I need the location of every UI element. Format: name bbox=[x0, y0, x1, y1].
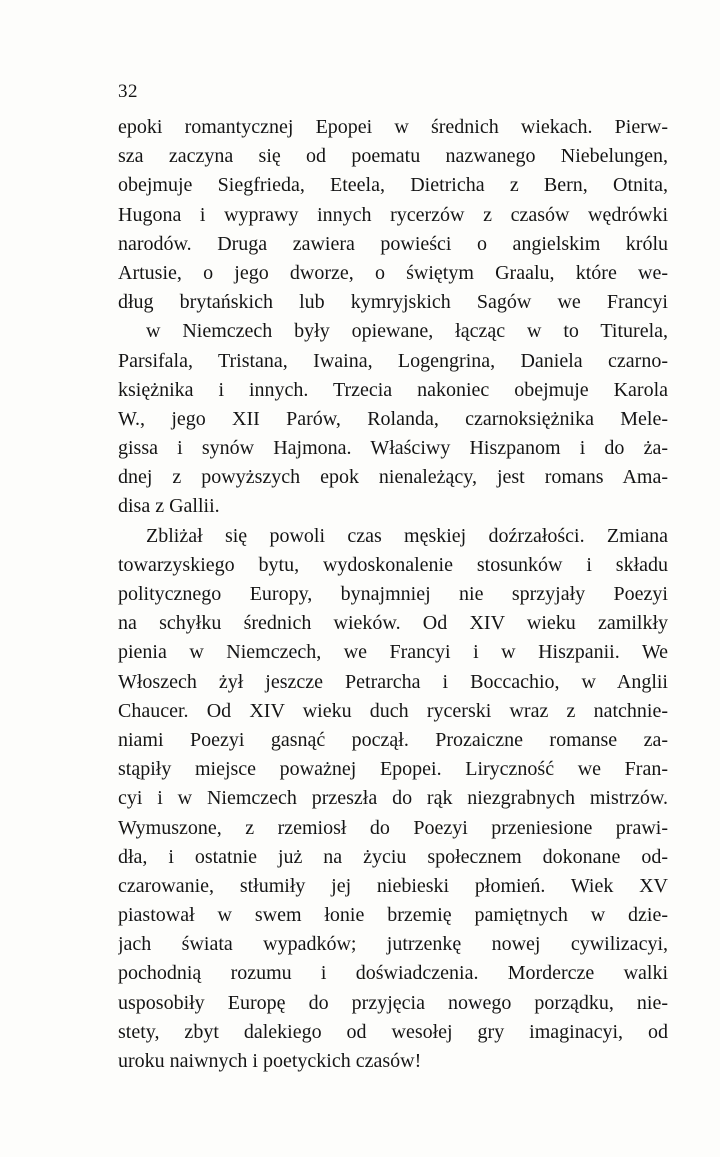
text-line: stąpiły miejsce poważnej Epopei. Liryczność we Fran- bbox=[118, 758, 668, 781]
text-line: towarzyskiego bytu, wydoskonalenie stosunków i składu bbox=[118, 553, 668, 576]
text-line: piastował w swem łonie brzemię pamiętnych w dzie- bbox=[118, 904, 668, 927]
text-line: uroku naiwnych i poetyckich czasów! bbox=[118, 1050, 422, 1072]
text-line: cyi i w Niemczech przeszła do rąk niezgrabnych mistrzów. bbox=[118, 787, 668, 810]
body-text bbox=[118, 113, 668, 1076]
text-line: Włoszech żył jeszcze Petrarcha i Boccachio, w Anglii bbox=[118, 670, 668, 693]
text-line: pienia w Niemczech, we Francyi i w Hiszpanii. We bbox=[118, 641, 668, 664]
text-line: sza zaczyna się od poematu nazwanego Niebelungen, bbox=[118, 145, 668, 168]
text-line: księżnika i innych. Trzecia nakoniec obejmuje Karola bbox=[118, 378, 668, 401]
text-line: na schyłku średnich wieków. Od XIV wieku zamilkły bbox=[118, 612, 668, 635]
text-line: Parsifala, Tristana, Iwaina, Logengrina, Daniela czarno- bbox=[118, 349, 668, 372]
text-line: W., jego XII Parów, Rolanda, czarnoksiężnika Mele- bbox=[118, 407, 668, 430]
text-line: dług brytańskich lub kymryjskich Sagów we Francyi bbox=[118, 291, 668, 314]
text-line: dła, i ostatnie już na życiu społecznem dokonane od- bbox=[118, 845, 668, 868]
text-line: epoki romantycznej Epopei w średnich wiekach. Pierw- bbox=[118, 116, 668, 138]
text-line: stety, zbyt dalekiego od wesołej gry imaginacyi, od bbox=[118, 1020, 668, 1043]
text-line: disa z Gallii. bbox=[118, 495, 220, 518]
text-line: Hugona i wyprawy innych rycerzów z czasów wędrówki bbox=[118, 203, 668, 226]
text-line: politycznego Europy, bynajmniej nie sprzyjały Poezyi bbox=[118, 583, 668, 605]
text-line: czarowanie, stłumiły jej niebieski płomień. Wiek XV bbox=[118, 874, 668, 897]
text-line: jach świata wypadków; jutrzenkę nowej cywilizacyi, bbox=[118, 933, 668, 956]
text-line: pochodnią rozumu i doświadczenia. Mordercze walki bbox=[118, 962, 668, 985]
text-line: Wymuszone, z rzemiosł do Poezyi przeniesione prawi- bbox=[118, 816, 668, 839]
text-line: Artusie, o jego dworze, o świętym Graalu, które we- bbox=[118, 261, 668, 284]
text-line: gissa i synów Hajmona. Właściwy Hiszpanom i do ża- bbox=[118, 437, 668, 460]
text-line: dnej z powyższych epok nienależący, jest romans Ama- bbox=[118, 466, 668, 489]
text-line: obejmuje Siegfrieda, Eteela, Dietricha z Bern, Otnita, bbox=[118, 174, 668, 197]
text-line: Chaucer. Od XIV wieku duch rycerski wraz z natchnie- bbox=[118, 699, 668, 722]
text-line: niami Poezyi gasnąć począł. Prozaiczne romanse za- bbox=[118, 728, 668, 751]
page-number: 32 bbox=[118, 81, 138, 102]
paragraph-first-line: Zbliżał się powoli czas męskiej doźrzałości. Zmiana bbox=[146, 524, 668, 547]
text-line: narodów. Druga zawiera powieści o angielskim królu bbox=[118, 232, 668, 255]
text-line: usposobiły Europę do przyjęcia nowego porządku, nie- bbox=[118, 991, 668, 1014]
text-line: w Niemczech były opiewane, łącząc w to Titurela, bbox=[146, 320, 668, 343]
